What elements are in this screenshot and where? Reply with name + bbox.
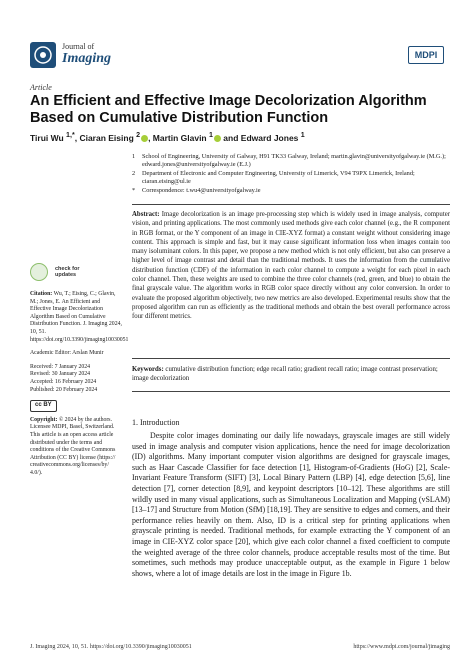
- copyright: [30, 417, 122, 478]
- abstract: [132, 210, 450, 322]
- footer-journal-url[interactable]: https://www.mdpi.com/journal/jimaging: [353, 644, 450, 650]
- revised-date: Revised: 30 January 2024: [30, 371, 91, 378]
- author-affiliation-marker: 1,*: [66, 131, 75, 139]
- check-for-text: check for: [55, 266, 80, 273]
- check-for-updates-button[interactable]: [30, 263, 79, 281]
- divider: [132, 204, 450, 205]
- publisher-logo: MDPI: [408, 46, 444, 64]
- author-affiliation-marker: 1: [209, 131, 213, 139]
- orcid-icon[interactable]: [141, 135, 148, 142]
- divider: [132, 391, 450, 392]
- footer-citation[interactable]: J. Imaging 2024, 10, 51. https://doi.org/10.3390/jimaging10030051: [30, 644, 192, 650]
- affiliation-text: Department of Electronic and Computer Engineering, University of Limerick, V94 T9PX Limerick, Ireland; ciaran.eising@ul.ie: [142, 170, 415, 185]
- journal-name: Imaging: [62, 51, 112, 66]
- affiliation-item: [132, 153, 452, 169]
- affiliation-text: School of Engineering, University of Galway, H91 TK33 Galway, Ireland; martin.glavin@universityofgalway.ie (M.G.); edward.jones@universityofgalway.ie (E.J.): [142, 153, 446, 168]
- author-name[interactable]: Tirui Wu: [30, 132, 67, 143]
- affiliation-item: [132, 187, 452, 195]
- copyright-label: Copyright:: [30, 416, 58, 423]
- author-name[interactable]: and Edward Jones: [220, 132, 301, 143]
- journal-logo: [30, 42, 56, 68]
- check-updates-icon: [30, 263, 48, 281]
- correspondence-text: Correspondence: t.wu4@universityofgalway.ie: [142, 187, 261, 194]
- published-date: Published: 20 February 2024: [30, 386, 98, 393]
- received-date: Received: 7 January 2024: [30, 363, 91, 370]
- affiliation-number: *: [132, 187, 136, 194]
- cc-license-badge[interactable]: cc BY: [30, 400, 57, 412]
- keywords: [132, 365, 450, 384]
- author-affiliation-marker: 2: [136, 131, 141, 139]
- citation: [30, 291, 129, 344]
- citation-text[interactable]: Wu, T.; Eising, C.; Glavin, M.; Jones, E. An Efficient and Effective Image Decolorization Algorithm Based on Cumulative Distribution Function. J. Imaging 2024, 10, 51. https://doi.org/10.3390/jimaging10030051: [30, 291, 129, 343]
- journal-emblem-icon: [30, 42, 56, 68]
- journal-of-text: Journal of: [62, 42, 95, 51]
- author-list: [30, 131, 305, 143]
- check-updates-label: [55, 266, 79, 278]
- copyright-text: © 2024 by the authors. Licensee MDPI, Basel, Switzerland. This article is an open access article distributed under the terms and conditions of the Creative Commons Attribution (CC BY) license (https:// creativecommons.org/licenses/by/ 4.0/).: [30, 416, 116, 476]
- citation-label: Citation:: [30, 291, 53, 297]
- abstract-text: Image decolorization is an image pre-processing step which is widely used in image analysis, computer vision, and printing applications. The most commonly used methods give each color channel (e.g., the R component in RGB format, or the Y component of an image in CIE-XYZ format) a constant weight without considering image content. This approach is simple and fast, but it may cause significant information loss when images contain too many isoluminant colors. In this paper, we propose a new method which is not only efficient, but also can preserve a higher level of image contrast and detail than the traditional methods. It uses the information from the cumulative distribution function (CDF) of the information in each color channel to compute a weight for each pixel in each color channel. Then, these weights are used to combine the three color channels (red, green, and blue) to obtain the final grayscale value. The algorithm works in RGB color space directly without any color conversion. In order to evaluate the proposed algorithm objectively, two new metrics are also developed. Experimental results show that the proposed algorithm can run as efficiently as the traditional methods and obtain the best overall performance across four different metrics.: [132, 211, 450, 321]
- affiliation-number: 1: [132, 153, 136, 160]
- author-name[interactable]: , Martin Glavin: [148, 132, 209, 143]
- orcid-icon[interactable]: [214, 135, 221, 142]
- paper-title: An Efficient and Effective Image Decolorization Algorithm Based on Cumulative Distribution Function: [30, 93, 427, 126]
- keywords-text: cumulative distribution function; edge recall ratio; gradient recall ratio; image contrast preservation; image decolorization: [132, 366, 438, 383]
- keywords-label: Keywords:: [132, 366, 164, 373]
- article-type: Article: [30, 83, 52, 92]
- intro-paragraph: Despite color images dominating our daily life nowadays, grayscale images are still widely used in image analysis and computer vision applications, hence the need for image decolorization (ID) algorithms. Many important computer vision algorithms are designed for grayscale images, such as Haar Cascade Classifier for face detection [1], Histogram-of-Gradients (HoG) [2], Scale-Invariant Feature Transform (SIFT) [3], Local Binary Pattern (LBP) [4], edge detection [5,6], line detection [7], corner detection [8,9], and keypoint descriptors [10–12]. These algorithms are still wildly used in many visual applications, such as Simultaneous Localization and Mapping (vSLAM) [13–17] and Structure from Motion (SfM) [18,19]. They are sensitive to edges and corners, and their performance relies heavily on them. Also, ID is a critical step for printing applications when grayscale printing is needed. Traditional methods, for example extracting the Y component of an image in CIE-XYZ color space [20], which give each color channel a fixed coefficient to compute the weighted average of the three color channels, produce acceptable results most of the time. But sometimes, such methods may produce unacceptable output, as the example in Figure 1 below shows, where a lot of image details are lost in the image in Figure 1b.: [132, 431, 450, 578]
- author-affiliation-marker: 1: [300, 131, 305, 139]
- accepted-date: Accepted: 16 February 2024: [30, 378, 97, 385]
- affiliation-number: 2: [132, 170, 136, 177]
- article-info-sidebar: [30, 291, 129, 483]
- abstract-label: Abstract:: [132, 211, 160, 218]
- updates-text: updates: [55, 272, 77, 279]
- author-name[interactable]: , Ciaran Eising: [74, 132, 137, 143]
- divider: [132, 358, 450, 359]
- academic-editor: Academic Editor: Arslan Munir: [30, 350, 104, 357]
- affiliations: [132, 153, 452, 196]
- affiliation-item: [132, 170, 452, 186]
- section-heading: 1. Introduction: [132, 418, 180, 427]
